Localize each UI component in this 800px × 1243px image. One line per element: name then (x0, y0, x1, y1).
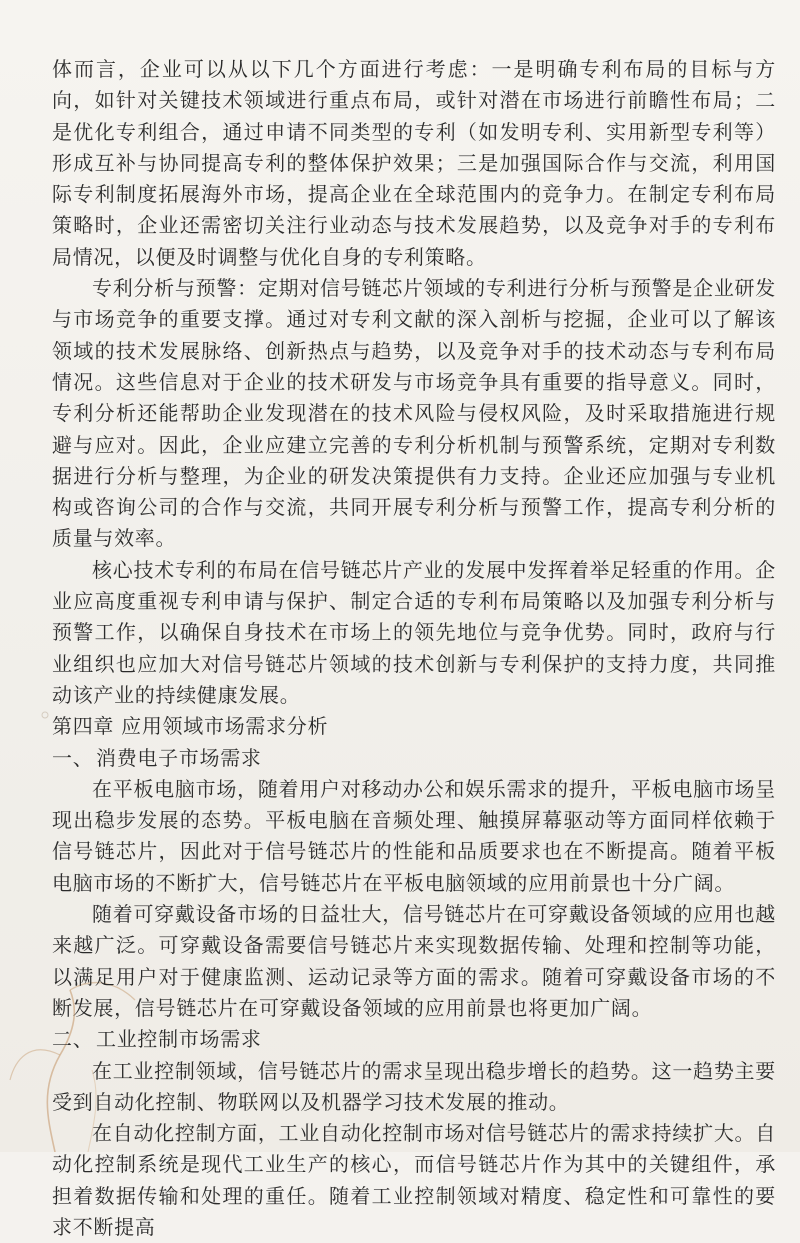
section-title: 工业控制市场需求 (96, 1027, 262, 1052)
section-heading-industrial (52, 1024, 776, 1055)
section-number: 二、 (52, 1027, 94, 1052)
paragraph-tablet: 在平板电脑市场，随着用户对移动办公和娱乐需求的提升，平板电脑市场呈现出稳步发展的态势。平板电脑在音频处理、触摸屏幕驱动等方面同样依赖于信号链芯片，因此对于信号链芯片的性能和品质要求也在不断提高。随着平板电脑市场的不断扩大，信号链芯片在平板电脑领域的应用前景也十分广阔。 (52, 776, 776, 895)
paragraph-wearable: 随着可穿戴设备市场的日益壮大，信号链芯片在可穿戴设备领域的应用也越来越广泛。可穿戴设备需要信号链芯片来实现数据传输、处理和控制等功能，以满足用户对于健康监测、运动记录等方面的需求。随着可穿戴设备市场的不断发展，信号链芯片在可穿戴设备领域的应用前景也将更加广阔。 (52, 902, 776, 1020)
paragraph-patent-analysis: 专利分析与预警：定期对信号链芯片领域的专利进行分析与预警是企业研发与市场竞争的重要支撑。通过对专利文献的深入剖析与挖掘，企业可以了解该领域的技术发展脉络、创新热点与趋势，以及竞争对手的技术动态与专利布局情况。这些信息对于企业的技术研发与市场竞争具有重要的指导意义。同时，专利分析还能帮助企业发现潜在的技术风险与侵权风险，及时采取措施进行规避与应对。因此，企业应建立完善的专利分析机制与预警系统，定期对专利数据进行分析与整理，为企业的研发决策提供有力支持。企业还应加强与专业机构或咨询公司的合作与交流，共同开展专利分析与预警工作，提高专利分析的质量与效率。 (52, 276, 776, 551)
paragraph-industrial-intro: 在工业控制领域，信号链芯片的需求呈现出稳步增长的趋势。这一趋势主要受到自动化控制、物联网以及机器学习技术发展的推动。 (52, 1058, 776, 1114)
chapter-title: 第四章 应用领域市场需求分析 (52, 714, 329, 739)
section-title: 消费电子市场需求 (96, 745, 262, 770)
paragraph-core-patent: 核心技术专利的布局在信号链芯片产业的发展中发挥着举足轻重的作用。企业应高度重视专利申请与保护、制定合适的专利布局策略以及加强专利分析与预警工作，以确保自身技术在市场上的领先地位与竞争优势。同时，政府与行业组织也应加大对信号链芯片领域的技术创新与专利保护的支持力度，共同推动该产业的持续健康发展。 (52, 557, 776, 707)
paragraph-patent-layout: 体而言，企业可以从以下几个方面进行考虑：一是明确专利布局的目标与方向，如针对关键技术领域进行重点布局，或针对潜在市场进行前瞻性布局；二是优化专利组合，通过申请不同类型的专利（如发明专利、实用新型专利等）形成互补与协同提高专利的整体保护效果；三是加强国际合作与交流，利用国际专利制度拓展海外市场，提高企业在全球范围内的竞争力。在制定专利布局策略时，企业还需密切关注行业动态与技术发展趋势，以及竞争对手的专利布局情况，以便及时调整与优化自身的专利策略。 (52, 57, 776, 269)
paragraph-automation: 在自动化控制方面，工业自动化控制市场对信号链芯片的需求持续扩大。自动化控制系统是现代工业生产的核心，而信号链芯片作为其中的关键组件，承担着数据传输和处理的重任。随着工业控制领域对精度、稳定性和可靠性的要求不断提高 (52, 1121, 776, 1239)
section-number: 一、 (52, 745, 94, 770)
section-heading-consumer (52, 743, 776, 774)
page-text (52, 54, 776, 1243)
